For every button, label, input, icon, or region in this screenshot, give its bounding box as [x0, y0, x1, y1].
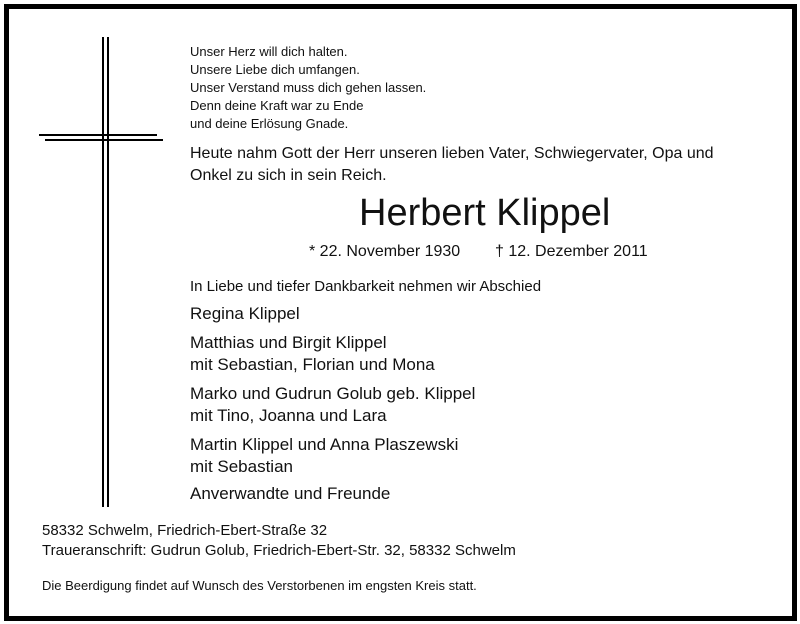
funeral-note: Die Beerdigung findet auf Wunsch des Verstorbenen im engsten Kreis statt. — [42, 578, 477, 593]
poem-line: Denn deine Kraft war zu Ende — [190, 98, 364, 113]
mourner-entry — [190, 383, 475, 427]
mourner-entry — [190, 483, 390, 505]
cross-horizontal-line — [39, 134, 157, 136]
obituary-notice — [4, 4, 797, 621]
birth-date: * 22. November 1930 — [309, 243, 461, 260]
deceased-name: Herbert Klippel — [359, 192, 611, 234]
intro-text — [190, 143, 714, 187]
residence-address: 58332 Schwelm, Friedrich-Ebert-Straße 32 — [42, 522, 328, 539]
mourner-line: Regina Klippel — [190, 304, 300, 323]
mourner-line: Marko und Gudrun Golub geb. Klippel — [190, 384, 476, 403]
mourner-line: mit Sebastian — [190, 457, 293, 476]
cross-vertical-line — [102, 37, 104, 507]
mourner-entry — [190, 332, 435, 376]
poem-line: Unser Verstand muss dich gehen lassen. — [190, 80, 427, 95]
farewell-text: In Liebe und tiefer Dankbarkeit nehmen wir Abschied — [190, 278, 542, 295]
cross-vertical-line — [107, 37, 109, 507]
mourner-line: mit Sebastian, Florian und Mona — [190, 355, 435, 374]
cross-horizontal-line — [45, 139, 163, 141]
poem — [190, 43, 426, 133]
mourner-entry — [190, 303, 300, 325]
poem-line: und deine Erlösung Gnade. — [190, 116, 349, 131]
poem-line: Unsere Liebe dich umfangen. — [190, 62, 360, 77]
intro-line: Heute nahm Gott der Herr unseren lieben Vater, Schwiegervater, Opa und — [190, 145, 714, 162]
death-date: † 12. Dezember 2011 — [495, 243, 648, 260]
poem-line: Unser Herz will dich halten. — [190, 44, 348, 59]
mourner-line: Martin Klippel und Anna Plaszewski — [190, 435, 459, 454]
mourner-entry — [190, 434, 458, 478]
mourner-line: Anverwandte und Freunde — [190, 484, 391, 503]
mourning-address: Traueranschrift: Gudrun Golub, Friedrich-Ebert-Str. 32, 58332 Schwelm — [42, 542, 516, 559]
intro-line: Onkel zu sich in sein Reich. — [190, 167, 387, 184]
mourner-line: mit Tino, Joanna und Lara — [190, 406, 387, 425]
mourner-line: Matthias und Birgit Klippel — [190, 333, 387, 352]
